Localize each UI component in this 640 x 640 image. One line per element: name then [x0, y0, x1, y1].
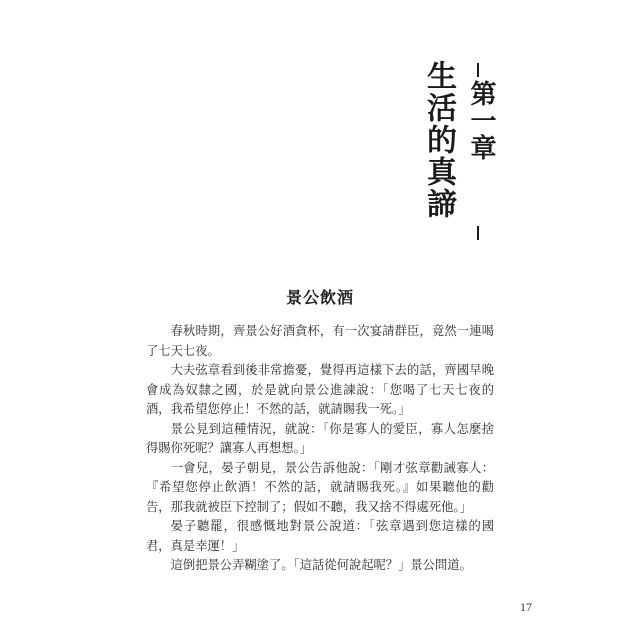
chapter-number: 第一章 [466, 80, 496, 161]
paragraph: 大夫弦章看到後非常擔憂，覺得再這樣下去的話，齊國早晚會成為奴隸之國，於是就向景公進諫說：「您喝了七天七夜的酒，我希望您停止！不然的話，就請賜我一死。」 [146, 363, 494, 416]
paragraph: 這倒把景公弄糊塗了。「這話從何說起呢？」景公問道。 [170, 558, 472, 572]
chapter-rule-top [477, 63, 479, 77]
body-text [146, 322, 494, 576]
paragraph: 一會兒，晏子朝見，景公告訴他說：「剛才弦章勸誡寡人：『希望您停止飲酒！不然的話，就請賜我死。』如果聽他的勸告，那我就被臣下控制了；假如不聽，我又捨不得處死他。」 [146, 460, 494, 514]
chapter-title: 生活的真諦 [421, 60, 456, 220]
chapter-rule-bottom [477, 226, 479, 240]
chapter-label [461, 63, 495, 183]
page-number: 17 [520, 600, 532, 614]
paragraph: 晏子聽罷，很感慨地對景公說道：「弦章遇到您這樣的國君，真是幸運！」 [146, 519, 494, 553]
paragraph: 景公見到這種情況，就說：「你是寡人的愛臣，寡人怎麼捨得賜你死呢？讓寡人再想想。」 [146, 421, 494, 455]
paragraph: 春秋時期，齊景公好酒貪杯，有一次宴請群臣，竟然一連喝了七天七夜。 [146, 324, 494, 358]
section-title: 景公飲酒 [285, 288, 354, 307]
